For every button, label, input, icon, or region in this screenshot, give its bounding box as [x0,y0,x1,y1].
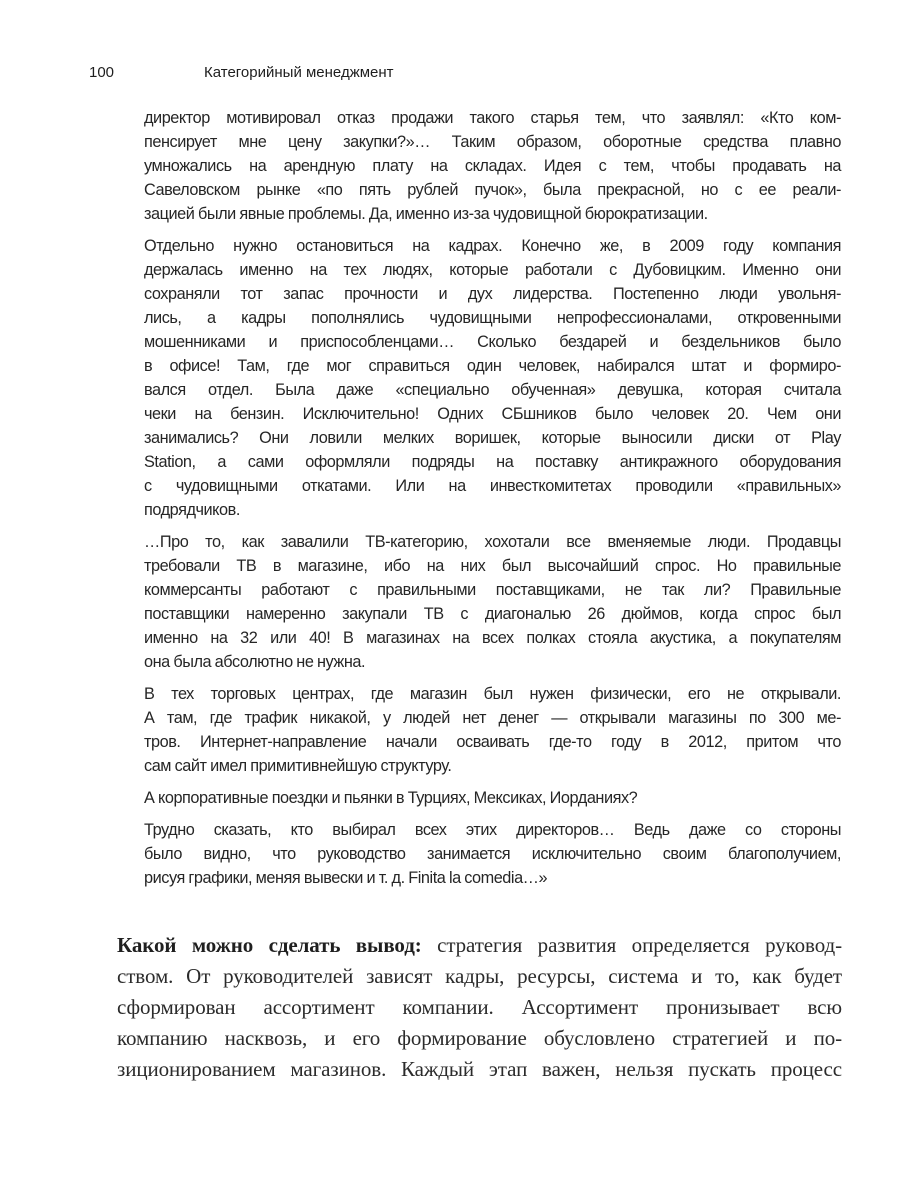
text-line: подрядчиков. [144,501,240,519]
quote-paragraph [144,682,841,778]
quote-paragraph [144,234,841,522]
text-line: компанию насквозь, и его формирование обусловлено стратегией и по- [117,1026,842,1050]
text-line: рисуя графики, меняя вывески и т. д. Finita la comedia…» [144,869,548,887]
running-title: Категорийный менеджмент [204,64,394,81]
text-line: лись, а кадры пополнялись чудовищными непрофессионалами, откровенными [144,309,841,327]
text-line: зацией были явные проблемы. Да, именно из-за чудовищной бюрократизации. [144,205,708,223]
running-head [0,64,923,86]
text-line: сформирован ассортимент компании. Ассортимент пронизывает всю [117,995,842,1019]
text-line: коммерсанты работают с правильными поставщиками, не так ли? Правильные [144,581,841,599]
text-line: было видно, что руководство занимается исключительно своим благополучием, [144,845,841,863]
text-line: Трудно сказать, кто выбирал всех этих директоров… Ведь даже со стороны [144,821,841,839]
conclusion-paragraph [117,930,842,1085]
text-line: умножались на арендную плату на складах. Идея с тем, чтобы продавать на [144,157,841,175]
text-line: А там, где трафик никакой, у людей нет денег — открывали магазины по 300 ме- [144,709,841,727]
text-line: мошенниками и приспособленцами… Сколько бездарей и бездельников было [144,333,841,351]
text-line: зиционированием магазинов. Каждый этап важен, нельзя пускать процесс [117,1057,842,1081]
text-line: в офисе! Там, где мог справиться один человек, набирался штат и формиро- [144,357,841,375]
text-line: В тех торговых центрах, где магазин был нужен физически, его не открывали. [144,685,841,703]
conclusion-lead: Какой можно сделать вывод: [117,933,422,957]
text-line [117,930,842,961]
quoted-testimony [144,106,841,898]
text-line: с чудовищными откатами. Или на инвесткомитетах проводили «правильных» [144,477,841,495]
conclusion-first-line: стратегия развития определяется руковод- [421,933,842,957]
text-line: сохраняли тот запас прочности и дух лидерства. Постепенно люди увольня- [144,285,841,303]
text-line: ством. От руководителей зависят кадры, ресурсы, система и то, как будет [117,964,842,988]
text-line: тров. Интернет-направление начали осваивать где-то году в 2012, притом что [144,733,841,751]
text-line: директор мотивировал отказ продажи такого старья тем, что заявлял: «Кто ком- [144,109,841,127]
text-line: чеки на бензин. Исключительно! Одних СБшников было человек 20. Чем они [144,405,841,423]
text-line: Отдельно нужно остановиться на кадрах. Конечно же, в 2009 году компания [144,237,841,255]
text-line: Савеловском рынке «по пять рублей пучок», была прекрасной, но с ее реали- [144,181,841,199]
text-line: сам сайт имел примитивнейшую структуру. [144,757,452,775]
quote-paragraph [144,818,841,890]
quote-paragraph [144,530,841,674]
text-line: требовали ТВ в магазине, ибо на них был высочайший спрос. Но правильные [144,557,841,575]
text-line: она была абсолютно не нужна. [144,653,366,671]
text-line: вался отдел. Была даже «специально обученная» девушка, которая считала [144,381,841,399]
text-line: поставщики намеренно закупали ТВ с диагональю 26 дюймов, когда спрос был [144,605,841,623]
page-number: 100 [89,64,115,81]
text-line: именно на 32 или 40! В магазинах на всех полках стояла акустика, а покупателям [144,629,841,647]
text-line: занимались? Они ловили мелких воришек, которые выносили диски от Play [144,429,841,447]
quote-paragraph [144,106,841,226]
quote-paragraph [144,786,841,810]
text-line: пенсирует мне цену закупки?»… Таким образом, оборотные средства плавно [144,133,841,151]
text-line: Station, а сами оформляли подряды на поставку антикражного оборудования [144,453,841,471]
text-line: держалась именно на тех людях, которые работали с Дубовицким. Именно они [144,261,841,279]
text-line: А корпоративные поездки и пьянки в Турциях, Мексиках, Иорданиях? [144,789,638,807]
text-line: …Про то, как завалили ТВ-категорию, хохотали все вменяемые люди. Продавцы [144,533,841,551]
